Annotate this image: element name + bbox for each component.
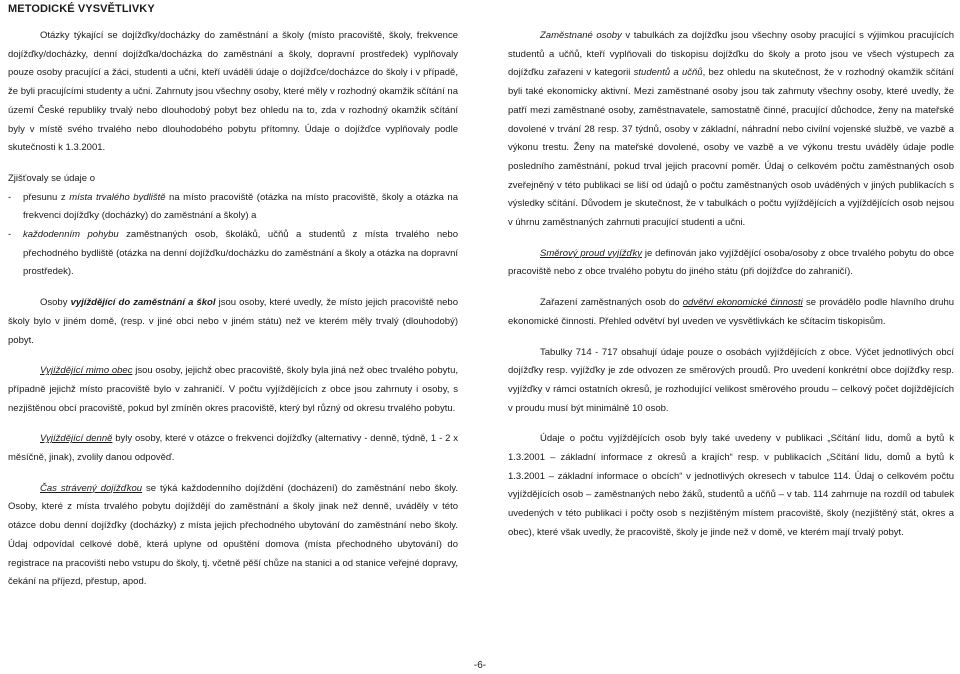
- list-dash: -: [8, 229, 12, 241]
- paragraph-daily-commuters: Vyjíždějící denně byly osoby, které v otázce o frekvenci dojížďky (alternativy - denně, týdně, 1 - 2 x měsíčně, jinak), zvolily danou odpověď.: [8, 433, 458, 464]
- list-item: [8, 189, 458, 226]
- collected-data-intro: Zjišťovaly se údaje o: [8, 172, 95, 184]
- paragraph-tables-714-717: Tabulky 714 - 717 obsahují údaje pouze o osobách vyjíždějících z obce. Výčet jednotlivých obcí dojížďky resp. vyjížďky je zde odvozen ze směrových proudů. Pro uvedení konkrétní obce dojížďky resp. vyjížďky v rámci ostatních okresů, je rozhodující velikost směrového proudu – celkový počet dojíždějících v proudu musí být minimálně 10 osob.: [508, 346, 954, 414]
- paragraph-outgoing-persons: Osoby vyjíždějící do zaměstnání a škol jsou osoby, které uvedly, že místo jejich pracoviště nebo školy bylo v jiném domě, (resp. v jiné obci nebo v jiném státu) než ve kterém měly trvalý (dlouhodobý) pobyt.: [8, 297, 458, 346]
- paragraph-outside-municipality: Vyjíždějící mimo obec jsou osoby, jejichž obec pracoviště, školy byla jiná než obec trvalého pobytu, případně jejichž místo pracoviště bylo v zahraničí. V počtu vyjíždějících z obce jsou zahrnuty i osoby, s nezjištěnou obcí pracoviště, pokud byl zmíněn okres pracoviště, který byl různý od okresu trvalého pobytu.: [8, 365, 458, 414]
- paragraph-commuting-questions: Otázky týkající se dojížďky/docházky do zaměstnání a školy (místo pracoviště, školy, frekvence dojížďky/docházky, denní dojížďka/docházka do zaměstnání a školy, dopravní prostředek) vyplňovaly pouze osoby pracující a žáci, studenti a učni, kteří uváděli údaje o dojížďce/docházce do školy i v případě, že byli pracujícími studenty a učni. Zahrnuty jsou všechny osoby, které měly v rozhodný okamžik sčítání na území České republiky trvalý nebo dlouhodobý pobyt bez ohledu na to, zda v rozhodný okamžik sčítání byly v místě svého trvalého nebo dlouhodobého pobytu přítomny. Údaje o dojížďce vyplňovaly podle skutečnosti k 1.3.2001.: [8, 30, 458, 154]
- paragraph-economic-activity: Zařazení zaměstnaných osob do odvětví ekonomické činnosti se provádělo podle hlavního druhu ekonomické činnosti. Přehled odvětví byl uveden ve vysvětlivkách ke sčítacím tiskopisům.: [508, 297, 955, 327]
- list-dash: -: [8, 191, 12, 203]
- paragraph-commute-time: Čas strávený dojížďkou se týká každodenního dojíždění (docházení) do zaměstnání nebo školy. Osoby, které z místa trvalého pobytu dojíždějí do zaměstnání a školy jinak než denně, uváděly v této otázce dobu denní dojížďky (docházky) z místa jejich přechodného ubytování do zaměstnání nebo školy. Údaj odpovídal celkové době, která uplyne od opuštění domova (místa přechodného ubytování) do registrace na pracovišti nebo vstupu do školy, tj. včetně pěší chůze na stanici a od stanice veřejné dopravy, čekání na příjezd, přestup, apod.: [8, 482, 459, 588]
- left-column: [8, 27, 458, 604]
- paragraph-other-publications: Údaje o počtu vyjíždějících osob byly také uvedeny v publikaci „Sčítání lidu, domů a bytů k 1.3.2001 – základní informace z okresů a krajích“ resp. v publikacích „Sčítání lidu, domů a bytů k 1.3.2001 – základní informace o obcích“ v jednotlivých okresech v tabulce 114. Údaj o celkovém počtu vyjíždějících osob – zaměstnaných nebo žáků, studentů a učňů – v tab. 114 zahrnuje na rozdíl od tabulek uvedených v této publikaci i počty osob s nezjištěným místem pracoviště, školy (nezjištěný stát, okres a obec), které však uvedly, že pracoviště, školy je jinde než v domě, ve kterém mají trvalý pobyt.: [508, 433, 954, 538]
- paragraph-commuting-flow: Směrový proud vyjížďky je definován jako vyjíždějící osoba/osoby z obce trvalého pobytu do obce pracoviště nebo z obce trvalého pobytu do jiného státu (při dojížďce do zahraničí).: [508, 247, 954, 278]
- section-title: METODICKÉ VYSVĚTLIVKY: [8, 3, 155, 15]
- page-number: -6-: [473, 660, 487, 671]
- collected-data-list: [8, 189, 458, 283]
- list-item-text: každodenním pohybu zaměstnaných osob, školáků, učňů a studentů z místa trvalého nebo přechodného bydliště (otázka na denní dojížďku/docházku do zaměstnání a školy a otázka na dopravní prostředek).: [23, 229, 459, 278]
- paragraph-employed-persons: Zaměstnané osoby v tabulkách za dojížďku jsou všechny osoby pracující s výjimkou pracujících studentů a učňů, kteří vyplňovali do tiskopisu dojížďku do školy a proto jsou ve všech výstupech za dojížďku zařazeni v kategorii studentů a učňů, bez ohledu na skutečnost, že v rozhodný okamžik sčítání byli také ekonomicky aktivní. Mezi zaměstnané osoby jsou tak zahrnuty všechny osoby, které uvedly, že patří mezi zaměstnané osoby, zaměstnavatele, samostatně činné, pracující důchodce, ženy na mateřské dovolené v trvání 28 resp. 37 týdnů, osoby v základní, náhradní nebo civilní vojenské službě, ve vazbě a výkonu trestu. Ženy na mateřské dovolené, osoby ve vazbě a ve výkonu trestu uváděly údaje podle posledního zaměstnání, pokud trval jejich pracovní poměr. Údaj o celkovém počtu zaměstnaných osob zveřejněný v této publikaci se liší od údajů o počtu zaměstnaných osob uváděných v jiných publikacích s výsledky sčítání. Důvodem je skutečnost, že v tabulkách o počtu vyjíždějících a vyjíždějících osob nejsou v úhrnu zaměstnaných zahrnuti pracující studenti a učni.: [508, 30, 954, 229]
- right-column: [508, 27, 954, 555]
- list-item: [8, 226, 458, 282]
- list-item-text: přesunu z místa trvalého bydliště na místo pracoviště (otázka na místo pracoviště, školy a otázka na frekvenci dojížďky (docházky) do zaměstnání a školy) a: [23, 191, 458, 222]
